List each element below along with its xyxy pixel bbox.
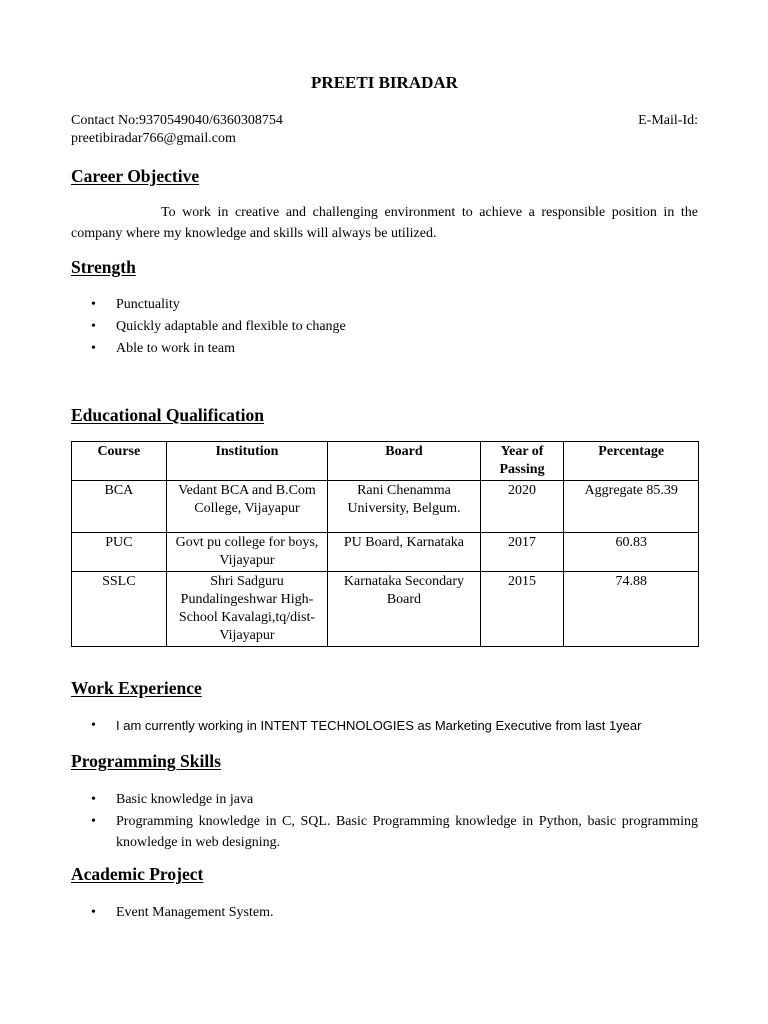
board-cell: Rani Chenamma University, Belgum. [328,481,480,533]
column-header: Course [72,442,167,481]
column-header: Percentage [564,442,699,481]
email-address: preetibiradar766@gmail.com [71,131,236,146]
course-cell: SSLC [72,572,167,647]
strength-heading: Strength [71,257,136,277]
course-cell: BCA [72,481,167,533]
list-item: • Punctuality [71,294,698,316]
contact-number: Contact No:9370549040/6360308754 [71,113,283,128]
bullet-icon: • [91,905,96,920]
work-experience-list [71,715,698,737]
list-item: • I am currently working in INTENT TECHNOLOGIES as Marketing Executive from last 1year [71,715,698,737]
institution-cell: Vedant BCA and B.Com College, Vijayapur [166,481,328,533]
year-cell: 2015 [480,572,564,647]
programming-skills-list [71,789,698,853]
education-table [71,441,699,647]
strength-list [71,294,698,360]
list-item: • Basic knowledge in java [71,789,698,811]
candidate-name: PREETI BIRADAR [311,73,458,92]
percentage-cell: 74.88 [564,572,699,647]
bullet-icon: • [91,297,96,312]
table-row [72,533,699,572]
academic-project-heading: Academic Project [71,864,204,884]
percentage-cell: 60.83 [564,533,699,572]
list-item: • Able to work in team [71,338,698,360]
work-experience-heading: Work Experience [71,678,202,698]
email-label: E-Mail-Id: [638,113,698,128]
list-item: • Quickly adaptable and flexible to change [71,316,698,338]
career-objective-heading: Career Objective [71,166,200,186]
board-cell: Karnataka Secondary Board [328,572,480,647]
table-row [72,481,699,533]
board-cell: PU Board, Karnataka [328,533,480,572]
column-header: Board [328,442,480,481]
bullet-icon: • [91,792,96,807]
programming-skills-heading: Programming Skills [71,751,221,771]
list-item: • Event Management System. [71,902,698,924]
career-objective-body: To work in creative and challenging environment to achieve a responsible position in the company where my knowledge and skills will always be utilized. [71,205,698,241]
bullet-icon: • [91,319,96,334]
career-objective-text [71,202,698,244]
bullet-icon: • [91,341,96,356]
bullet-icon: • [91,814,96,829]
column-header: Institution [166,442,328,481]
institution-cell: Govt pu college for boys, Vijayapur [166,533,328,572]
table-row [72,572,699,647]
education-heading: Educational Qualification [71,405,265,425]
list-item: • Programming knowledge in C, SQL. Basic Programming knowledge in Python, basic programming knowledge in web designing. [71,811,698,853]
year-cell: 2020 [480,481,564,533]
percentage-cell: Aggregate 85.39 [564,481,699,533]
column-header: Year of Passing [480,442,564,481]
course-cell: PUC [72,533,167,572]
institution-cell: Shri Sadguru Pundalingeshwar High-School Kavalagi,tq/dist-Vijayapur [166,572,328,647]
table-header-row [72,442,699,481]
year-cell: 2017 [480,533,564,572]
resume-page [71,0,698,1024]
bullet-icon: • [91,718,96,733]
academic-project-list [71,902,698,924]
